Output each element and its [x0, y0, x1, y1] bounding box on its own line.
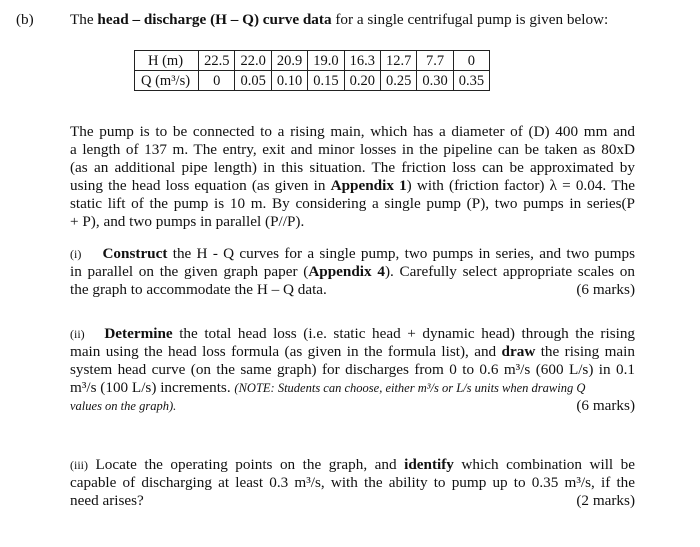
question-text: need arises?	[70, 492, 144, 509]
question-text: the rising main	[535, 343, 635, 360]
question-line	[70, 492, 635, 510]
question-line	[70, 325, 635, 343]
question-verb: Determine	[104, 325, 173, 342]
paragraph-text: using the head loss equation (as given in	[70, 177, 331, 194]
question-iii	[70, 456, 635, 510]
q-header-cell: Q (m³/s)	[135, 71, 199, 91]
paragraph-line: (as an additional pipe length) in this situation. The friction loss can be approximated by	[70, 159, 635, 176]
marks-label: (6 marks)	[576, 397, 635, 414]
table-row-head	[135, 51, 490, 71]
h-cell: 20.9	[271, 51, 307, 71]
intro-bold: head – discharge (H – Q) curve data	[97, 11, 332, 28]
question-verb: draw	[501, 343, 536, 360]
note-text: values on the graph).	[70, 399, 177, 413]
question-text: Locate the operating points on the graph, and	[88, 456, 405, 473]
intro-pre: The	[70, 11, 98, 28]
question-line	[70, 379, 635, 397]
h-header-cell: H (m)	[135, 51, 199, 71]
h-cell: 7.7	[417, 51, 453, 71]
question-number: (i)	[70, 247, 82, 261]
paragraph-line: static lift of the pump is 10 m. By considering a single pump (P), two pumps in series(P	[70, 195, 635, 212]
question-line	[70, 343, 635, 361]
question-i	[70, 245, 635, 299]
question-text: in parallel on the given graph paper (	[70, 263, 309, 280]
h-cell: 0	[453, 51, 489, 71]
question-line	[70, 263, 635, 281]
paragraph-text: ) with (friction factor) λ = 0.04. The	[406, 177, 635, 194]
question-line: capable of discharging at least 0.3 m³/s, with the ability to pump up to 0.35 m³/s, if the	[70, 474, 635, 491]
h-cell: 22.0	[235, 51, 271, 71]
question-ii	[70, 325, 635, 415]
question-line	[70, 397, 635, 415]
intro-post: for a single centrifugal pump is given below:	[331, 11, 609, 28]
q-cell: 0.20	[344, 71, 380, 91]
question-number: (iii)	[70, 458, 88, 472]
question-verb: identify	[404, 456, 454, 473]
part-label: (b)	[16, 11, 34, 28]
question-line: system head curve (on the same graph) for discharges from 0 to 0.6 m³/s (600 L/s) in 0.1	[70, 361, 635, 378]
q-cell: 0.35	[453, 71, 489, 91]
paragraph-line: a length of 137 m. The entry, exit and minor losses in the pipeline can be taken as 80xD	[70, 141, 635, 158]
question-text: ). Carefully select appropriate scales on	[384, 263, 635, 280]
marks-label: (2 marks)	[576, 492, 635, 509]
q-cell: 0.15	[308, 71, 344, 91]
paragraph-line: + P), and two pumps in parallel (P//P).	[70, 213, 305, 230]
h-cell: 12.7	[380, 51, 416, 71]
question-text: the total head loss (i.e. static head + dynamic head) through the rising	[172, 325, 636, 342]
problem-paragraph	[70, 123, 635, 231]
q-cell: 0.30	[417, 71, 453, 91]
table-row-discharge	[135, 71, 490, 91]
appendix-ref: Appendix 1	[330, 177, 407, 194]
question-text: m³/s (100 L/s) increments.	[70, 379, 235, 396]
h-cell: 22.5	[199, 51, 235, 71]
h-cell: 16.3	[344, 51, 380, 71]
q-cell: 0.25	[380, 71, 416, 91]
q-cell: 0.10	[271, 71, 307, 91]
appendix-ref: Appendix 4	[308, 263, 385, 280]
paragraph-line	[70, 177, 635, 195]
question-text: the graph to accommodate the H – Q data.	[70, 281, 327, 298]
hq-data-table	[134, 50, 490, 91]
q-cell: 0	[199, 71, 235, 91]
intro-line	[70, 11, 608, 29]
question-text: main using the head loss formula (as given in the formula list), and	[70, 343, 502, 360]
question-line	[70, 456, 635, 474]
marks-label: (6 marks)	[576, 281, 635, 298]
question-text: which combination will be	[453, 456, 635, 473]
h-cell: 19.0	[308, 51, 344, 71]
q-cell: 0.05	[235, 71, 271, 91]
question-verb: Construct	[102, 245, 168, 262]
paragraph-line: The pump is to be connected to a rising main, which has a diameter of (D) 400 mm and	[70, 123, 635, 140]
note-text: (NOTE: Students can choose, either m³/s or L/s units when drawing Q	[234, 381, 586, 395]
question-number: (ii)	[70, 327, 85, 341]
question-line	[70, 245, 635, 263]
question-line	[70, 281, 635, 299]
question-text: the H - Q curves for a single pump, two pumps in series, and two pumps	[167, 245, 635, 262]
